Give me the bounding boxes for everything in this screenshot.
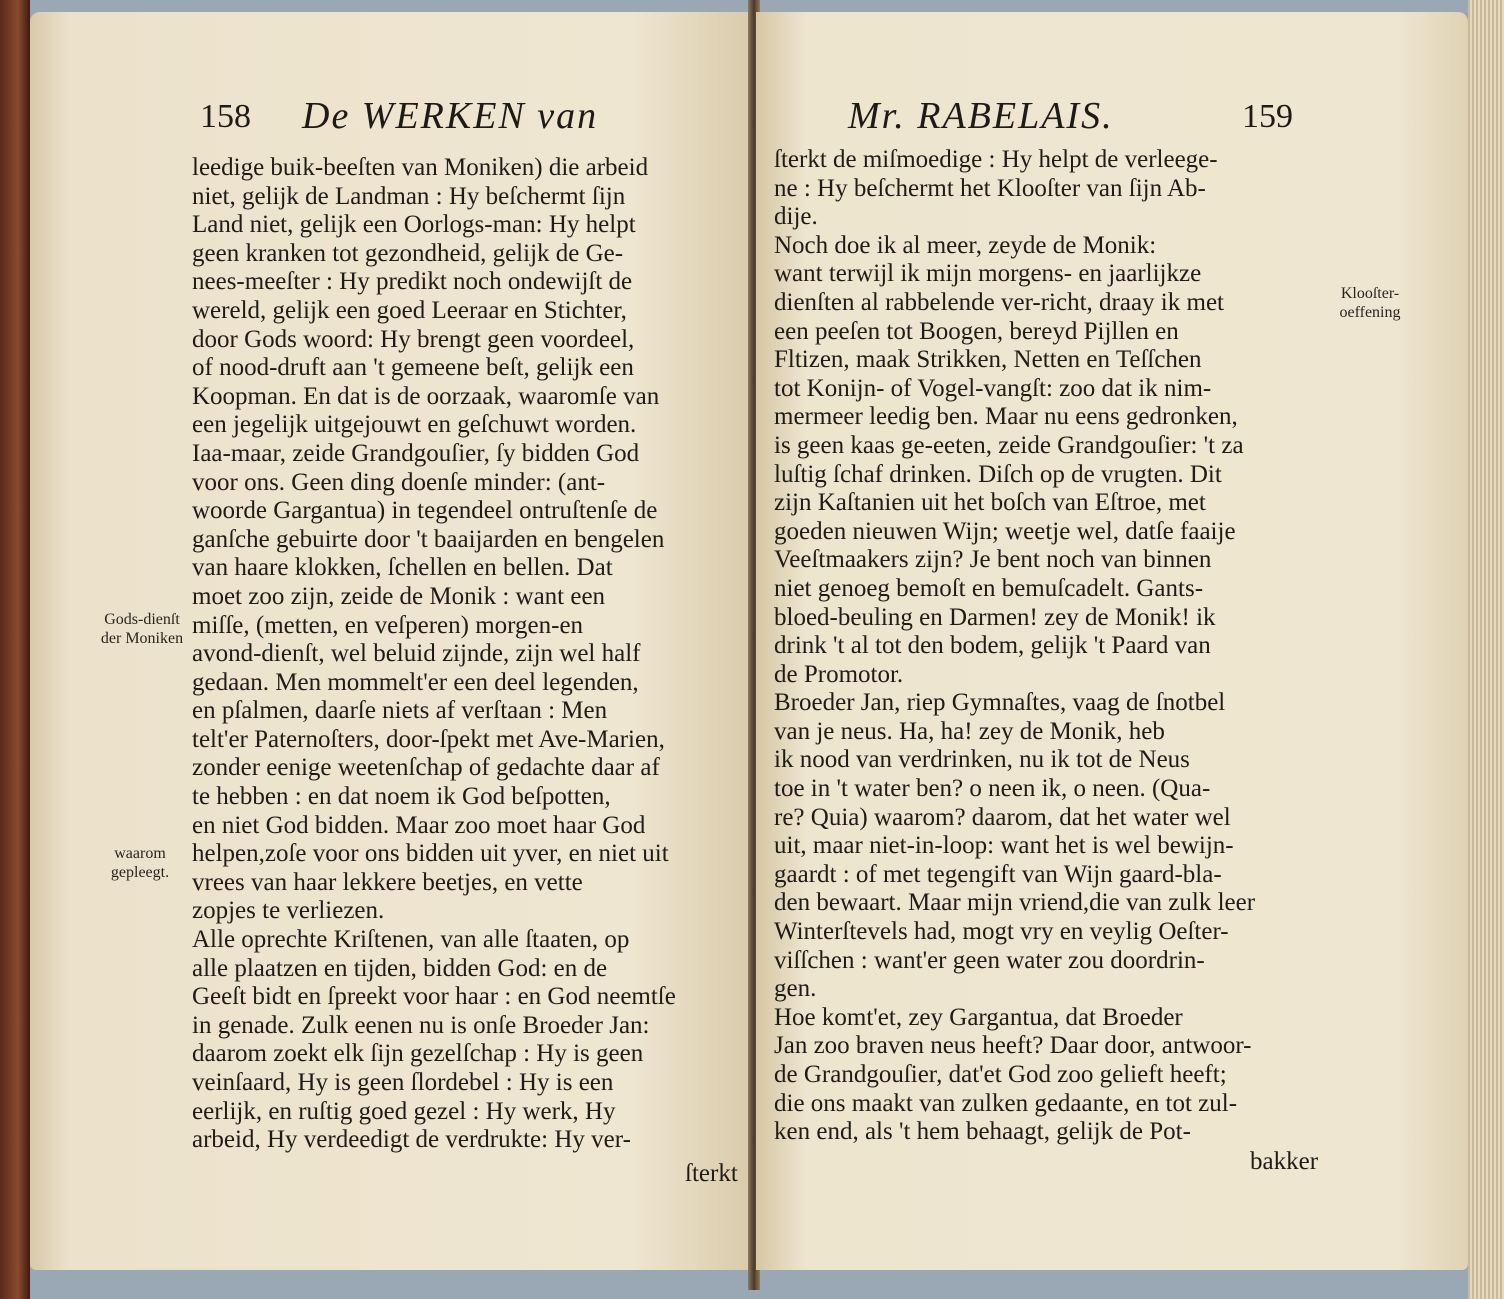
text-line: en niet God bidden. Maar zoo moet haar God bbox=[192, 811, 646, 839]
text-line: Geeſt bidt en ſpreekt voor haar : en God neemtſe bbox=[192, 983, 676, 1011]
text-line: of nood-druft aan 't gemeene beſt, gelijk een bbox=[192, 354, 634, 382]
text-line: zijn Kaſtanien uit het boſch van Eſtroe, met bbox=[774, 489, 1206, 517]
text-line: van je neus. Ha, ha! zey de Monik, heb bbox=[774, 717, 1165, 745]
text-line: ik nood van verdrinken, nu ik tot de Neus bbox=[774, 746, 1190, 774]
text-line: telt'er Paternoſters, door-ſpekt met Ave-Marien, bbox=[192, 725, 665, 753]
text-line: de Promotor. bbox=[774, 660, 904, 688]
right-page-number: 159 bbox=[1242, 98, 1293, 135]
text-line: Iaa-maar, zeide Grandgouſier, ſy bidden God bbox=[192, 439, 640, 467]
right-page-body bbox=[774, 146, 1326, 1147]
text-line: Veeſtmaakers zijn? Je bent noch van binnen bbox=[774, 546, 1212, 574]
right-page bbox=[756, 12, 1468, 1270]
text-line: nees-meeſter : Hy predikt noch ondewijſt de bbox=[192, 268, 633, 296]
left-catchword: ſterkt bbox=[685, 1160, 738, 1187]
text-line: een jegelijk uitgejouwt en geſchuwt worden. bbox=[192, 411, 637, 439]
text-line: wereld, gelijk een goed Leeraar en Stichter, bbox=[192, 296, 627, 324]
text-line: helpen,zoſe voor ons bidden uit yver, en niet uit bbox=[192, 840, 669, 868]
book-cover-edge bbox=[0, 0, 30, 1299]
text-line: te hebben : en dat noem ik God beſpotten, bbox=[192, 783, 611, 811]
text-line: niet genoeg bemoſt en bemuſcadelt. Gants- bbox=[774, 574, 1204, 602]
text-line: drink 't al tot den bodem, gelijk 't Paard van bbox=[774, 632, 1211, 660]
text-line: in genade. Zulk eenen nu is onſe Broeder Jan: bbox=[192, 1011, 650, 1039]
text-line: re? Quia) waarom? daarom, dat het water wel bbox=[774, 803, 1231, 831]
text-line: tot Konijn- of Vogel-vangſt: zoo dat ik nim- bbox=[774, 374, 1212, 402]
text-line: miſſe, (metten, en veſperen) morgen-en bbox=[192, 611, 584, 639]
left-page-body bbox=[192, 154, 740, 1155]
text-line: Alle oprechte Kriſtenen, van alle ſtaaten, op bbox=[192, 926, 630, 954]
text-line: van haare klokken, ſchellen en bellen. Dat bbox=[192, 554, 613, 582]
text-line: den bewaart. Maar mijn vriend,die van zulk leer bbox=[774, 889, 1256, 917]
right-running-head: Mr. RABELAIS. bbox=[848, 95, 1114, 137]
text-line: ſterkt de miſmoedige : Hy helpt de verleege- bbox=[774, 146, 1218, 173]
text-line: avond-dienſt, wel beluid zijnde, zijn wel half bbox=[192, 640, 641, 668]
text-line: Broeder Jan, riep Gymnaſtes, vaag de ſnotbel bbox=[774, 689, 1226, 717]
text-line: woorde Gargantua) in tegendeel ontruſtenſe de bbox=[192, 497, 658, 525]
text-line: daarom zoekt elk ſijn gezelſchap : Hy is geen bbox=[192, 1040, 644, 1068]
page-edges bbox=[1468, 0, 1504, 1299]
text-line: ken end, als 't hem behaagt, gelijk de Pot- bbox=[774, 1118, 1191, 1146]
text-line: vrees van haar lekkere beetjes, en vette bbox=[192, 868, 583, 896]
left-page-number: 158 bbox=[200, 98, 251, 135]
text-line: arbeid, Hy verdeedigt de verdrukte: Hy ver- bbox=[192, 1126, 631, 1154]
text-line: een peeſen tot Boogen, bereyd Pijllen en bbox=[774, 317, 1179, 345]
text-line: voor ons. Geen ding doenſe minder: (ant- bbox=[192, 468, 606, 496]
text-line: geen kranken tot gezondheid, gelijk de Ge- bbox=[192, 239, 624, 267]
text-line: veinſaard, Hy is geen ſlordebel : Hy is een bbox=[192, 1069, 614, 1096]
text-line: Koopman. En dat is de oorzaak, waaromſe van bbox=[192, 382, 660, 410]
text-line: zonder eenige weetenſchap of gedachte daar af bbox=[192, 754, 660, 782]
margin-note: Klooſter-oeffening bbox=[1339, 285, 1401, 321]
margin-note: Gods-dienſt der Moniken bbox=[100, 611, 184, 647]
text-line: dienſten al rabbelende ver-richt, draay ik met bbox=[774, 288, 1224, 316]
text-line: viſſchen : want'er geen water zou doordrin- bbox=[774, 946, 1205, 974]
text-line: luſtig ſchaf drinken. Diſch op de vrugten. Dit bbox=[774, 460, 1222, 488]
text-line: is geen kaas ge-eeten, zeide Grandgouſier: 't za bbox=[774, 431, 1244, 459]
text-line: ne : Hy beſchermt het Klooſter van ſijn Ab- bbox=[774, 174, 1206, 202]
text-line: gedaan. Men mommelt'er een deel legenden, bbox=[192, 668, 639, 696]
text-line: dije. bbox=[774, 203, 818, 231]
text-line: en pſalmen, daarſe niets af verſtaan : Men bbox=[192, 697, 608, 725]
text-line: toe in 't water ben? o neen ik, o neen. (Qua- bbox=[774, 775, 1211, 803]
margin-note: waarom gepleegt. bbox=[110, 845, 170, 881]
text-line: Hoe komt'et, zey Gargantua, dat Broeder bbox=[774, 1003, 1183, 1031]
text-line: Jan zoo braven neus heeft? Daar door, antwoor- bbox=[774, 1032, 1252, 1060]
text-line: gaardt : of met tegengift van Wijn gaard-bla- bbox=[774, 860, 1222, 888]
text-line: bloed-beuling en Darmen! zey de Monik! ik bbox=[774, 603, 1216, 631]
text-line: moet zoo zijn, zeide de Monik : want een bbox=[192, 582, 606, 610]
right-catchword: bakker bbox=[1250, 1148, 1319, 1175]
text-line: goeden nieuwen Wijn; weetje wel, datſe faaije bbox=[774, 517, 1236, 545]
text-line: Noch doe ik al meer, zeyde de Monik: bbox=[774, 231, 1157, 259]
text-line: mermeer leedig ben. Maar nu eens gedronken, bbox=[774, 403, 1238, 431]
text-line: ganſche gebuirte door 't baaijarden en bengelen bbox=[192, 525, 665, 553]
text-line: Fltizen, maak Strikken, Netten en Teſſchen bbox=[774, 346, 1202, 374]
left-running-head: De WERKEN van bbox=[302, 95, 599, 137]
text-line: niet, gelijk de Landman : Hy beſchermt ſijn bbox=[192, 182, 626, 210]
text-line: alle plaatzen en tijden, bidden God: en de bbox=[192, 954, 608, 982]
text-line: zopjes te verliezen. bbox=[192, 897, 385, 925]
text-line: gen. bbox=[774, 975, 817, 1003]
text-line: door Gods woord: Hy brengt geen voordeel, bbox=[192, 325, 635, 353]
text-line: de Grandgouſier, dat'et God zoo gelieft heeft; bbox=[774, 1061, 1227, 1088]
text-line: Land niet, gelijk een Oorlogs-man: Hy helpt bbox=[192, 211, 636, 239]
text-line: Winterſtevels had, mogt vry en veylig Oeſter- bbox=[774, 918, 1229, 946]
text-line: want terwijl ik mijn morgens- en jaarlijkze bbox=[774, 260, 1202, 288]
text-line: die ons maakt van zulken gedaante, en tot zul- bbox=[774, 1089, 1238, 1117]
left-page bbox=[30, 12, 752, 1270]
text-line: eerlijk, en ruſtig goed gezel : Hy werk, Hy bbox=[192, 1097, 616, 1125]
text-line: uit, maar niet-in-loop: want het is wel bewijn- bbox=[774, 832, 1234, 860]
text-line: leedige buik-beeſten van Moniken) die arbeid bbox=[192, 154, 649, 181]
